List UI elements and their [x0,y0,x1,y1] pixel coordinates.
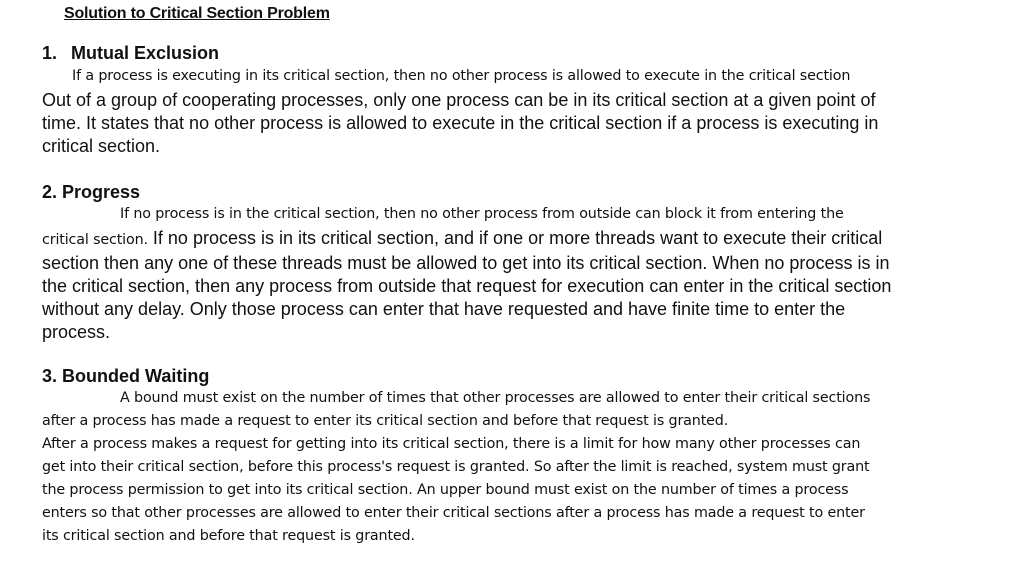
section-heading-text: Mutual Exclusion [71,43,220,63]
definition-line: after a process has made a request to enter its critical section and before that request is granted. [42,413,729,429]
explanation-line: process. [42,322,111,342]
explanation-line: its critical section and before that request is granted. [42,528,415,544]
explanation-line: critical section. [42,136,161,156]
section-heading-mutual-exclusion [42,43,219,64]
explanation-line: section then any one of these threads must be allowed to get into its critical section. When no process is in [42,253,890,273]
section-definition [42,387,954,433]
section-heading-progress: 2. Progress [42,182,141,202]
definition-line: A bound must exist on the number of times that other processes are allowed to enter their critical sections [120,390,871,406]
explanation-line: time. It states that no other process is allowed to execute in the critical section if a process is executing in [42,113,879,133]
explanation-line: without any delay. Only those process can enter that have requested and have finite time to enter the [42,299,846,319]
definition-line: If no process is in the critical section, then no other process from outside can block it from entering the [120,206,844,222]
section-explanation [42,89,954,158]
section-number: 1. [42,43,58,63]
explanation-line: enters so that other processes are allowed to enter their critical sections after a process has made a request to enter [42,505,865,521]
section-heading-bounded-waiting: 3. Bounded Waiting [42,366,210,386]
explanation-line: Out of a group of cooperating processes, only one process can be in its critical section at a given point of [42,90,876,110]
explanation-line: If no process is in its critical section, and if one or more threads want to execute their critical [147,228,883,248]
page-title: Solution to Critical Section Problem [64,5,330,22]
definition-line: critical section. [42,232,148,248]
section-explanation [42,433,954,548]
explanation-line: the critical section, then any process from outside that request for execution can enter in the critical section [42,276,892,296]
definition-line: If a process is executing in its critical section, then no other process is allowed to execute in the critical section [72,68,851,84]
explanation-line: the process permission to get into its critical section. An upper bound must exist on the number of times a process [42,482,849,498]
explanation-line: After a process makes a request for getting into its critical section, there is a limit for how many other processes can [42,436,861,452]
section-definition [42,203,954,226]
explanation-line: get into their critical section, before this process's request is granted. So after the limit is reached, system must grant [42,459,870,475]
section-explanation [42,227,954,344]
section-definition [42,65,954,88]
